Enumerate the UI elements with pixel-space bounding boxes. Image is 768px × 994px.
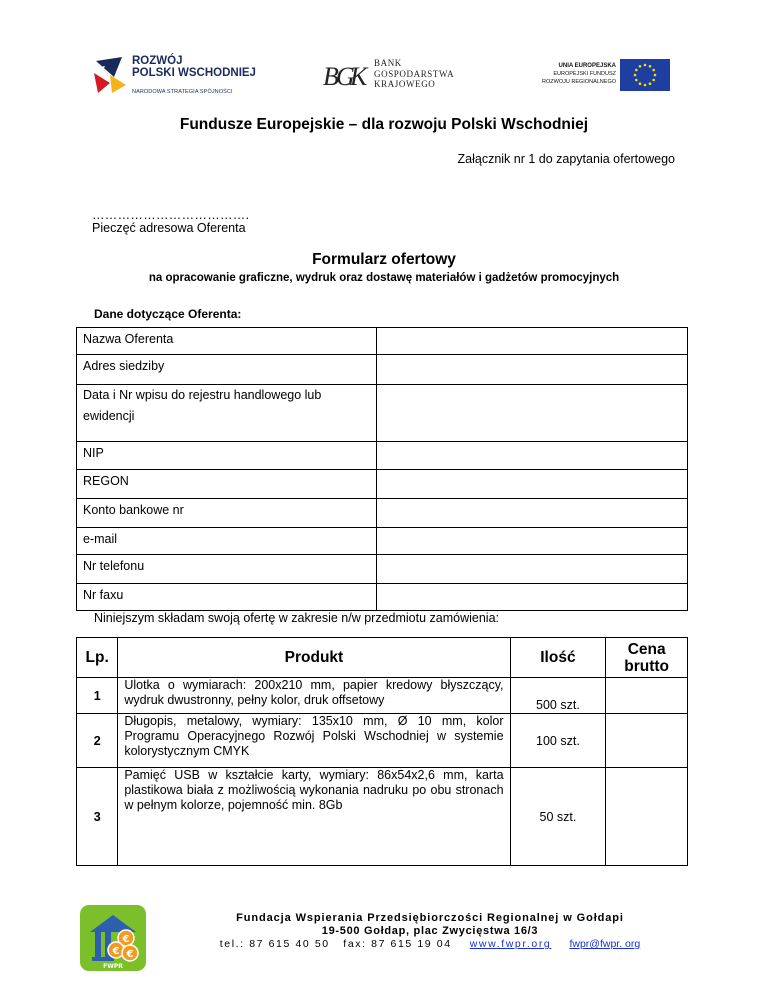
svg-text:B: B	[323, 62, 339, 91]
header-price	[606, 638, 688, 678]
offerer-data-table	[76, 327, 688, 611]
offerer-section-label: Dane dotyczące Oferenta:	[94, 307, 242, 321]
fwpr-emblem-icon	[80, 905, 146, 971]
footer-organization: Fundacja Wspierania Przedsiębiorczości Regionalnej w Gołdapi	[236, 912, 624, 924]
row-label	[77, 385, 377, 442]
svg-text:€: €	[122, 934, 130, 945]
table-row	[77, 499, 688, 528]
row-product: Długopis, metalowy, wymiary: 135x10 mm, Ø 10 mm, kolor Programu Operacyjnego Rozwój Polski Wschodniej w systemie kolorystycznym CMYK	[118, 714, 510, 768]
table-row	[77, 385, 688, 442]
header-price-line1: Cena	[627, 640, 666, 658]
stamp-label: Pieczęć adresowa Oferenta	[92, 221, 246, 235]
stamp-dotted-line: ……………………………….	[92, 208, 250, 222]
attachment-note: Załącznik nr 1 do zapytania ofertowego	[457, 152, 675, 166]
footer-contact	[150, 938, 710, 951]
row-value-field[interactable]	[377, 528, 688, 555]
fwpr-logo	[80, 905, 146, 971]
table-row	[77, 714, 688, 768]
header-lp: Lp.	[77, 638, 118, 678]
table-row	[77, 470, 688, 499]
form-subtitle: na opracowanie graficzne, wydruk oraz dostawę materiałów i gadżetów promocyjnych	[148, 272, 620, 284]
eu-line2: EUROPEJSKI FUNDUSZ	[553, 71, 616, 77]
row-value-field[interactable]	[377, 328, 688, 355]
bgk-line1: BANK	[374, 58, 402, 68]
footer	[150, 912, 710, 951]
footer-fax: fax: 87 615 19 04	[343, 938, 452, 950]
row-value-field[interactable]	[377, 470, 688, 499]
table-row	[77, 555, 688, 584]
header-product: Produkt	[118, 638, 510, 678]
eu-flag-icon	[620, 59, 670, 91]
row-label: Nazwa Oferenta	[77, 328, 377, 355]
table-row	[77, 584, 688, 611]
row-label: NIP	[77, 442, 377, 470]
row-label: Nr faxu	[77, 584, 377, 611]
rpw-line1: ROZWÓJ	[132, 55, 183, 67]
row-label: REGON	[77, 470, 377, 499]
row-product: Ulotka o wymiarach: 200x210 mm, papier kredowy błyszczący, wydruk dwustronny, pełny kolor, druk offsetowy	[118, 678, 510, 714]
row-value-field[interactable]	[377, 584, 688, 611]
form-title: Formularz ofertowy	[312, 251, 456, 268]
main-title: Fundusze Europejskie – dla rozwoju Polski Wschodniej	[179, 116, 589, 133]
svg-text:€: €	[126, 949, 134, 960]
row-price-field[interactable]	[606, 714, 688, 768]
row-value-field[interactable]	[377, 499, 688, 528]
svg-text:€: €	[112, 946, 120, 957]
rpw-line2: POLSKI WSCHODNIEJ	[132, 67, 256, 79]
row-label: Konto bankowe nr	[77, 499, 377, 528]
table-row	[77, 678, 688, 714]
fwpr-logo-label: FWPR	[103, 963, 123, 970]
table-row	[77, 355, 688, 385]
table-row	[77, 328, 688, 355]
eu-line3: ROZWOJU REGIONALNEGO	[542, 79, 616, 85]
row-lp: 3	[77, 768, 118, 866]
footer-address: 19-500 Gołdap, plac Zwycięstwa 16/3	[321, 925, 539, 937]
table-row	[77, 442, 688, 470]
eu-line1: UNIA EUROPEJSKA	[558, 63, 616, 69]
header-price-line2: brutto	[624, 657, 670, 675]
footer-email-link[interactable]: fwpr@fwpr. org	[569, 938, 641, 950]
row-label: Nr telefonu	[77, 555, 377, 584]
rozwoj-polski-wschodniej-logo	[92, 55, 262, 97]
table-row	[77, 528, 688, 555]
bgk-monogram-icon	[322, 58, 370, 92]
row-quantity: 500 szt.	[510, 678, 606, 714]
row-label: Adres siedziby	[77, 355, 377, 385]
row-value-field[interactable]	[377, 442, 688, 470]
header-quantity: Ilość	[510, 638, 606, 678]
footer-phone: tel.: 87 615 40 50	[219, 938, 330, 950]
svg-text:G: G	[336, 62, 355, 91]
products-table	[76, 637, 688, 866]
row-quantity: 100 szt.	[510, 714, 606, 768]
bgk-logo	[322, 58, 472, 92]
eu-logo	[538, 58, 670, 92]
bgk-line3: KRAJOWEGO	[374, 79, 436, 89]
row-value-field[interactable]	[377, 355, 688, 385]
rpw-emblem-icon	[92, 55, 128, 95]
row-quantity: 50 szt.	[510, 768, 606, 866]
row-lp: 2	[77, 714, 118, 768]
bgk-line2: GOSPODARSTWA	[374, 68, 455, 79]
row-price-field[interactable]	[606, 678, 688, 714]
rpw-tagline: NARODOWA STRATEGIA SPÓJNOŚCI	[132, 89, 233, 95]
row-label: e-mail	[77, 528, 377, 555]
row-value-field[interactable]	[377, 555, 688, 584]
table-header-row	[77, 638, 688, 678]
row-label-line2: ewidencji	[83, 409, 135, 423]
row-value-field[interactable]	[377, 385, 688, 442]
row-lp: 1	[77, 678, 118, 714]
row-price-field[interactable]	[606, 768, 688, 866]
footer-website-link[interactable]: www.fwpr.org	[469, 938, 552, 950]
table-row	[77, 768, 688, 866]
row-product: Pamięć USB w kształcie karty, wymiary: 86x54x2,6 mm, karta plastikowa biała z możliwością wykonania nadruku po obu stronach w pełnym kolorze, pojemność min. 8Gb	[118, 768, 510, 866]
declaration-text: Niniejszym składam swoją ofertę w zakresie n/w przedmiotu zamówienia:	[94, 611, 500, 625]
svg-text:K: K	[350, 62, 368, 91]
row-label-line1: Data i Nr wpisu do rejestru handlowego lub	[83, 388, 322, 402]
